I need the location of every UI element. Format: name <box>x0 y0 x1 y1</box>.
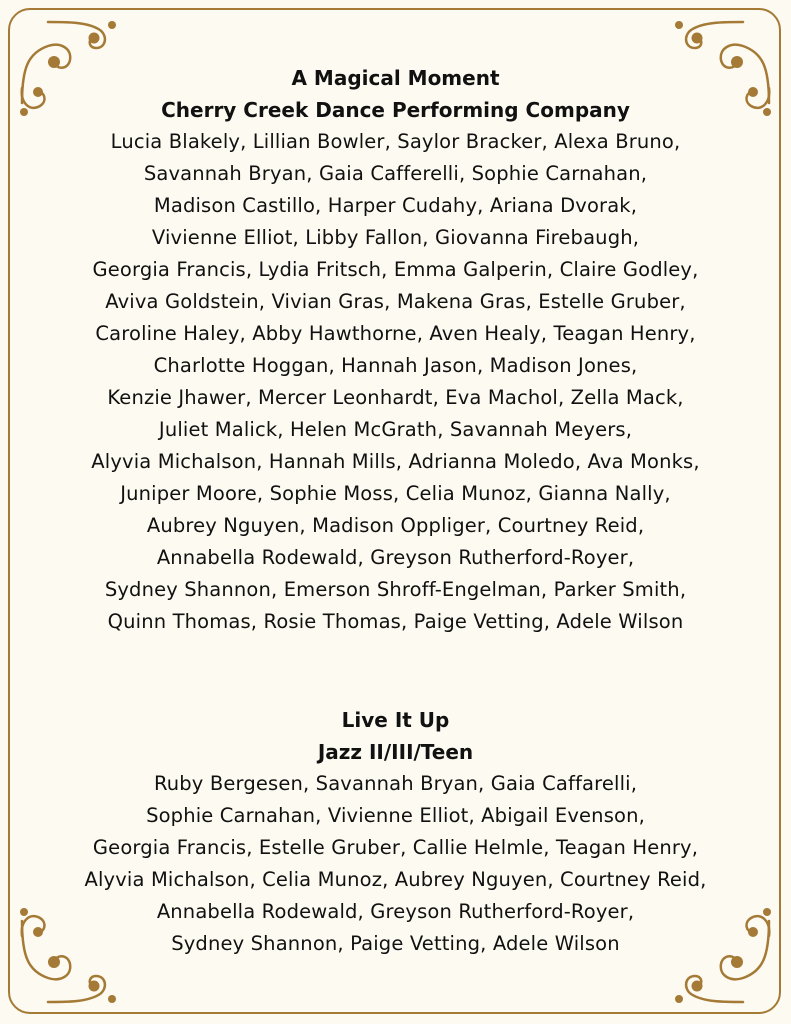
cast-line: Vivienne Elliot, Libby Fallon, Giovanna Firebaugh, <box>151 226 640 249</box>
cast-list <box>0 126 791 638</box>
cast-list <box>0 768 791 960</box>
cast-line: Alyvia Michalson, Celia Munoz, Aubrey Nguyen, Courtney Reid, <box>84 868 707 891</box>
cast-line: Sophie Carnahan, Vivienne Elliot, Abigail Evenson, <box>146 804 645 827</box>
cast-line: Annabella Rodewald, Greyson Rutherford-Royer, <box>156 546 635 569</box>
section-a-magical-moment <box>0 62 791 638</box>
cast-line: Kenzie Jhawer, Mercer Leonhardt, Eva Machol, Zella Mack, <box>107 386 684 409</box>
cast-line: Georgia Francis, Lydia Fritsch, Emma Galperin, Claire Godley, <box>92 258 699 281</box>
cast-line: Charlotte Hoggan, Hannah Jason, Madison Jones, <box>153 354 638 377</box>
cast-line: Aubrey Nguyen, Madison Oppliger, Courtney Reid, <box>146 514 645 537</box>
section-subtitle: Cherry Creek Dance Performing Company <box>161 98 630 122</box>
cast-line: Savannah Bryan, Gaia Cafferelli, Sophie Carnahan, <box>143 162 648 185</box>
section-title: A Magical Moment <box>291 66 500 90</box>
cast-line: Sydney Shannon, Emerson Shroff-Engelman, Parker Smith, <box>104 578 687 601</box>
cast-line: Aviva Goldstein, Vivian Gras, Makena Gras, Estelle Gruber, <box>105 290 686 313</box>
section-title: Live It Up <box>341 708 450 732</box>
program-content <box>0 62 791 960</box>
cast-line: Quinn Thomas, Rosie Thomas, Paige Vetting, Adele Wilson <box>107 610 684 633</box>
cast-line: Georgia Francis, Estelle Gruber, Callie Helmle, Teagan Henry, <box>92 836 699 859</box>
cast-line: Madison Castillo, Harper Cudahy, Ariana Dvorak, <box>153 194 638 217</box>
cast-line: Annabella Rodewald, Greyson Rutherford-Royer, <box>156 900 635 923</box>
cast-line: Juniper Moore, Sophie Moss, Celia Munoz, Gianna Nally, <box>120 482 671 505</box>
cast-line: Alyvia Michalson, Hannah Mills, Adrianna Moledo, Ava Monks, <box>91 450 700 473</box>
cast-line: Caroline Haley, Abby Hawthorne, Aven Healy, Teagan Henry, <box>95 322 696 345</box>
cast-line: Ruby Bergesen, Savannah Bryan, Gaia Caffarelli, <box>153 772 638 795</box>
cast-line: Lucia Blakely, Lillian Bowler, Saylor Bracker, Alexa Bruno, <box>110 130 681 153</box>
cast-line: Sydney Shannon, Paige Vetting, Adele Wilson <box>171 932 620 955</box>
cast-line: Juliet Malick, Helen McGrath, Savannah Meyers, <box>158 418 633 441</box>
section-subtitle: Jazz II/III/Teen <box>317 740 474 764</box>
section-live-it-up <box>0 704 791 960</box>
